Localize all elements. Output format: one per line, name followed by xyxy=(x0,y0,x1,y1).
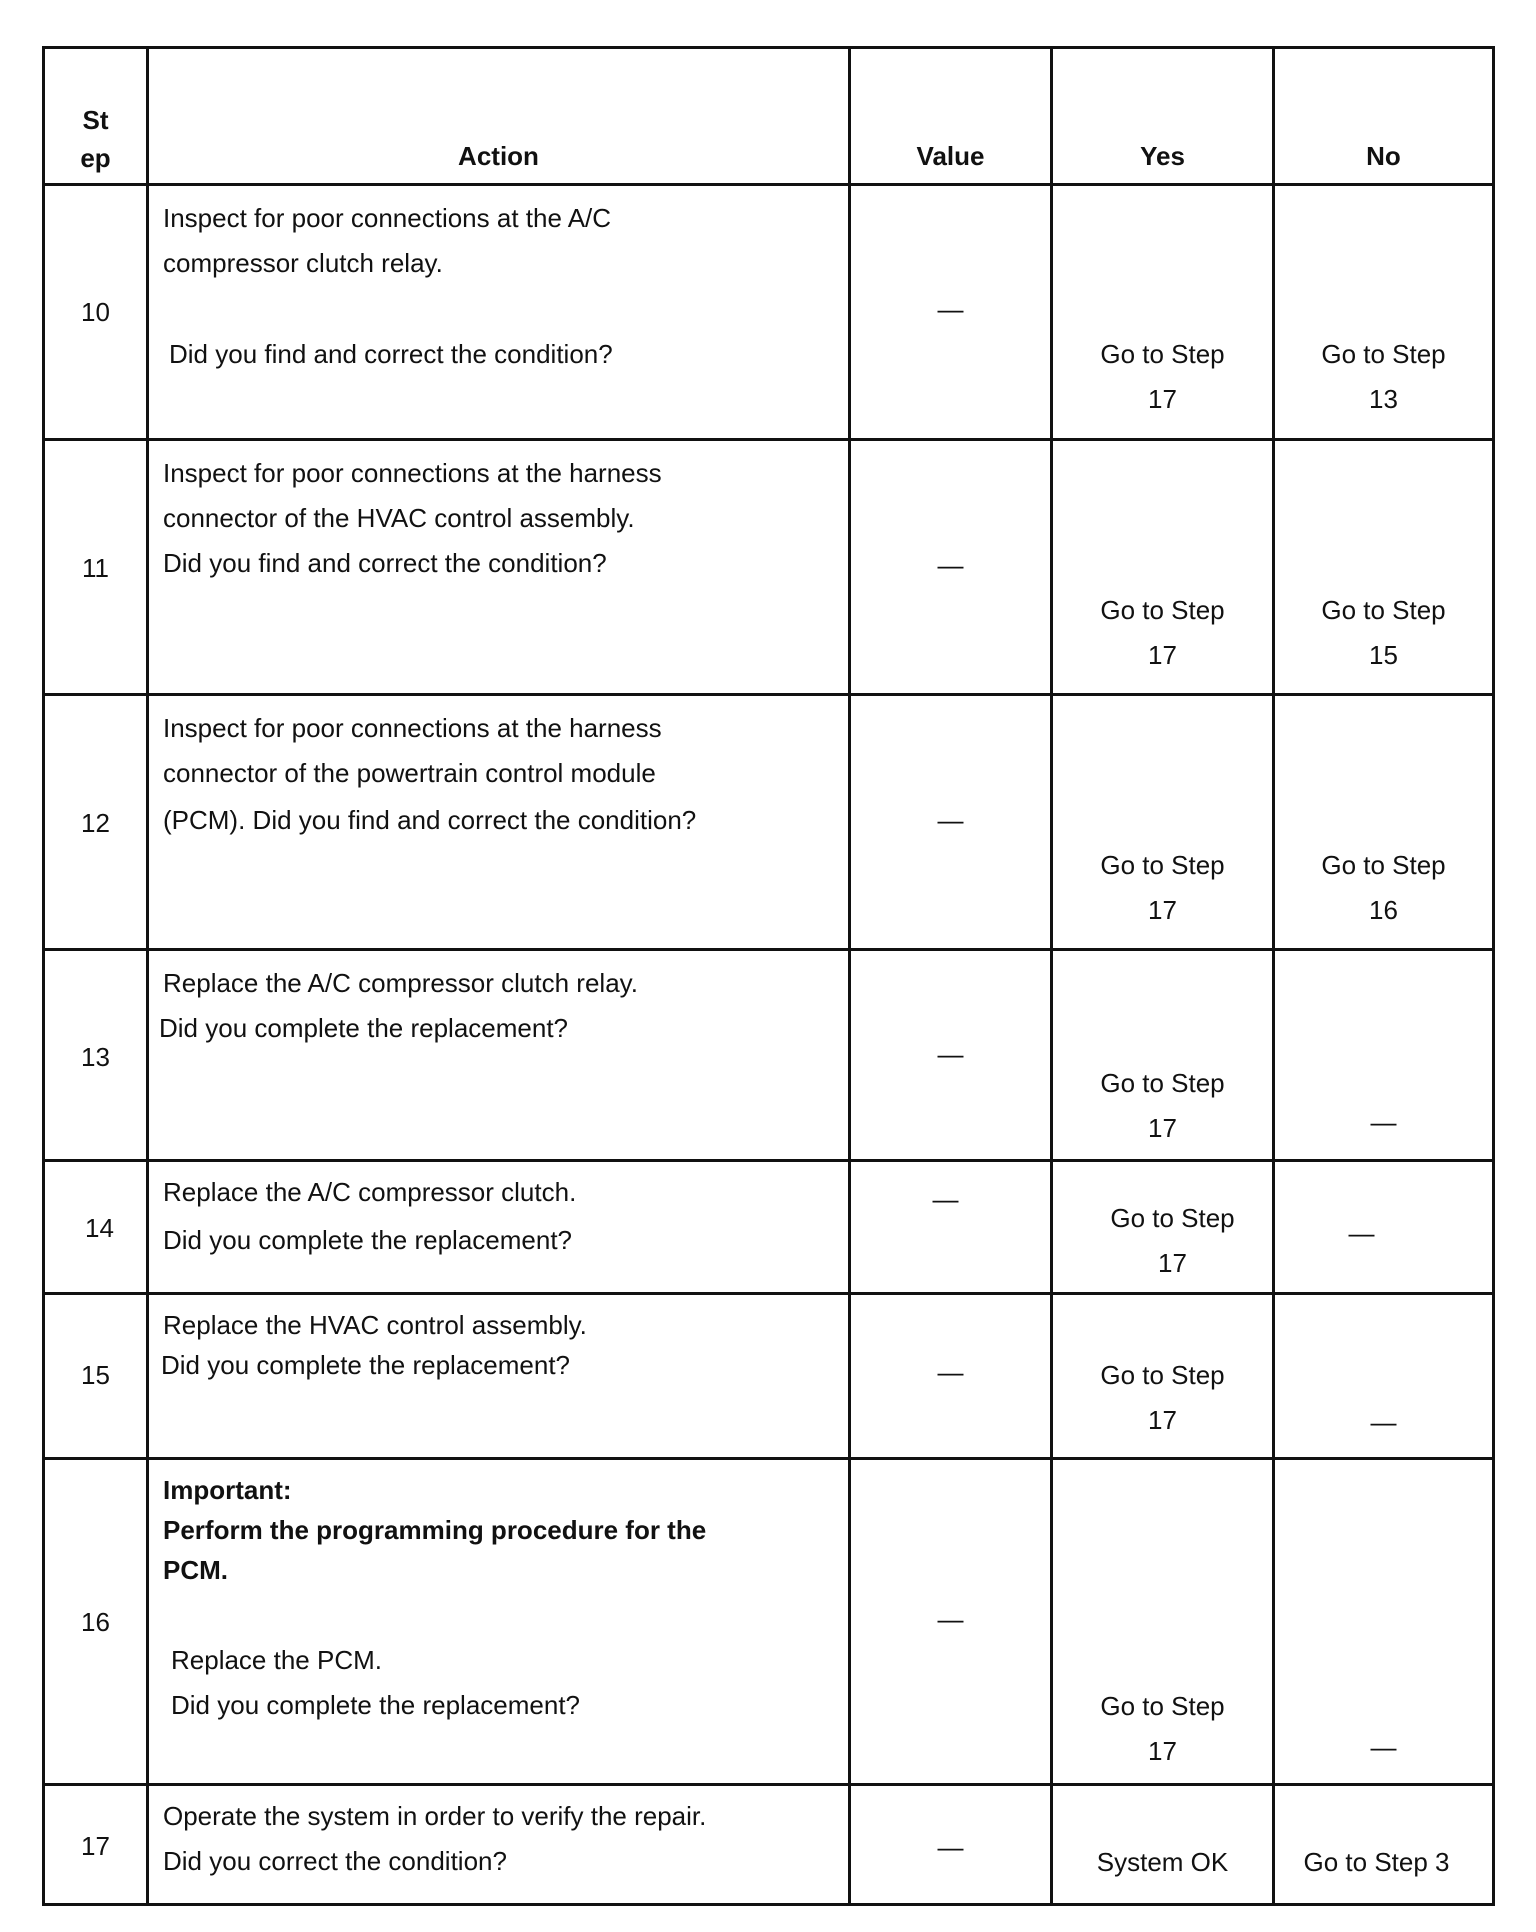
step-cell: 17 xyxy=(44,1785,148,1905)
header-action: Action xyxy=(148,48,850,185)
table-row xyxy=(44,440,1494,695)
value-cell: — xyxy=(850,1294,1052,1459)
no-cell: — xyxy=(1274,1294,1494,1459)
yes-cell: Go to Step 17 xyxy=(1052,1294,1274,1459)
action-cell: Replace the A/C compressor clutch relay. Did you complete the replacement? xyxy=(148,950,850,1161)
table-row xyxy=(44,185,1494,440)
action-cell: Replace the HVAC control assembly. Did you complete the replacement? xyxy=(148,1294,850,1459)
important-label: Important: xyxy=(163,1475,292,1505)
action-cell: Operate the system in order to verify the repair. Did you correct the condition? xyxy=(148,1785,850,1905)
value-cell: — xyxy=(850,695,1052,950)
header-value: Value xyxy=(850,48,1052,185)
value-cell: — xyxy=(850,1785,1052,1905)
value-cell: — xyxy=(850,1161,1052,1294)
yes-cell: Go to Step 17 xyxy=(1052,1459,1274,1785)
no-cell: — xyxy=(1274,950,1494,1161)
no-cell: — xyxy=(1274,1459,1494,1785)
no-cell: — xyxy=(1274,1161,1494,1294)
action-cell: Important: Perform the programming procedure for the PCM. Replace the PCM. Did you complete the replacement? xyxy=(148,1459,850,1785)
table-row xyxy=(44,1294,1494,1459)
header-no: No xyxy=(1274,48,1494,185)
table-row xyxy=(44,695,1494,950)
table-row xyxy=(44,1459,1494,1785)
no-cell: Go to Step 13 xyxy=(1274,185,1494,440)
step-cell: 12 xyxy=(44,695,148,950)
yes-cell: Go to Step 17 xyxy=(1052,695,1274,950)
value-cell: — xyxy=(850,440,1052,695)
step-cell: 11 xyxy=(44,440,148,695)
header-yes: Yes xyxy=(1052,48,1274,185)
step-cell: 15 xyxy=(44,1294,148,1459)
table-row xyxy=(44,950,1494,1161)
yes-cell: System OK xyxy=(1052,1785,1274,1905)
action-cell: Inspect for poor connections at the harness connector of the HVAC control assembly. Did you find and correct the condition? xyxy=(148,440,850,695)
value-cell: — xyxy=(850,185,1052,440)
no-cell: Go to Step 15 xyxy=(1274,440,1494,695)
diagnostic-table xyxy=(42,46,1495,1906)
step-cell: 16 xyxy=(44,1459,148,1785)
step-cell: 13 xyxy=(44,950,148,1161)
table-row xyxy=(44,1785,1494,1905)
action-cell: Inspect for poor connections at the harness connector of the powertrain control module (PCM). Did you find and correct the condition? xyxy=(148,695,850,950)
action-cell: Replace the A/C compressor clutch. Did you complete the replacement? xyxy=(148,1161,850,1294)
yes-cell: Go to Step 17 xyxy=(1052,440,1274,695)
value-cell: — xyxy=(850,1459,1052,1785)
no-cell: Go to Step 3 xyxy=(1274,1785,1494,1905)
no-cell: Go to Step 16 xyxy=(1274,695,1494,950)
action-cell: Inspect for poor connections at the A/C compressor clutch relay. Did you find and correct the condition? xyxy=(148,185,850,440)
table-row xyxy=(44,1161,1494,1294)
header-step: St ep xyxy=(44,48,148,185)
yes-cell: Go to Step 17 xyxy=(1052,1161,1274,1294)
value-cell: — xyxy=(850,950,1052,1161)
yes-cell: Go to Step 17 xyxy=(1052,950,1274,1161)
yes-cell: Go to Step 17 xyxy=(1052,185,1274,440)
step-cell: 10 xyxy=(44,185,148,440)
step-cell: 14 xyxy=(44,1161,148,1294)
header-row xyxy=(44,48,1494,185)
